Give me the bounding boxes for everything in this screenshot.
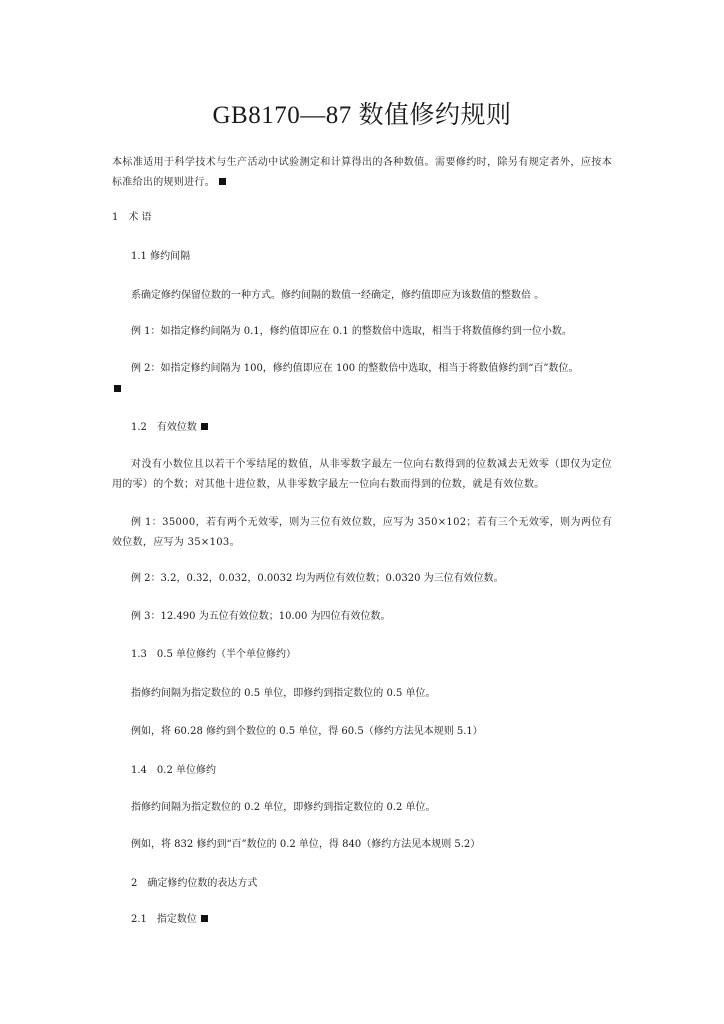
section-2-1-heading <box>131 913 208 927</box>
section-1-1-example-2: 例 2：如指定修约间隔为 100，修约值即应在 100 的整数倍中选取，相当于将数值修约到“百”数位。 <box>131 363 579 374</box>
section-1-2-example-2: 例 2：3.2，0.32，0.032，0.0032 均为两位有效位数；0.0320 为三位有效位数。 <box>131 573 504 584</box>
section-1-2-heading <box>131 421 208 435</box>
section-1-4-example: 例如，将 832 修约到“百”数位的 0.2 单位，得 840（修约方法见本规则 5.2） <box>131 839 481 850</box>
end-mark-icon <box>114 385 121 392</box>
section-1-1-example-1: 例 1：如指定修约间隔为 0.1，修约值即应在 0.1 的整数倍中选取，相当于将数值修约到一位小数。 <box>131 326 572 337</box>
section-1-3-heading: 1.3 0.5 单位修约（半个单位修约） <box>131 649 296 660</box>
section-1-4-paragraph: 指修约间隔为指定数位的 0.2 单位，即修约到指定数位的 0.2 单位。 <box>131 802 436 813</box>
document-title: GB8170—87 数值修约规则 <box>212 102 512 129</box>
section-1-1-paragraph: 系确定修约保留位数的一种方式。修约间隔的数值一经确定，修约值即应为该数值的整数倍 。 <box>131 290 545 301</box>
section-1-4-heading: 1.4 0.2 单位修约 <box>131 765 216 776</box>
section-1-2-paragraph: 对没有小数位且以若干个零结尾的数值，从非零数字最左一位向右数得到的位数减去无效零（即仅为定位用的零）的个数；对其他十进位数，从非零数字最左一位向右数而得到的位数，就是有效位数。 <box>112 459 612 490</box>
section-1-heading: 1 术 语 <box>112 212 152 223</box>
section-1-2-example-1: 例 1：35000，若有两个无效零，则为三位有效位数，应写为 350×102；若有三个无效零，则为两位有效位数，应写为 35×103。 <box>112 517 612 548</box>
end-mark-icon <box>201 915 208 922</box>
section-1-3-paragraph: 指修约间隔为指定数位的 0.5 单位，即修约到指定数位的 0.5 单位。 <box>131 688 436 699</box>
section-1-2-heading-text: 1.2 有效位数 <box>131 422 197 433</box>
section-1-2-example-3: 例 3：12.490 为五位有效位数；10.00 为四位有效位数。 <box>131 611 391 622</box>
section-2-heading: 2 确定修约位数的表达方式 <box>131 878 258 889</box>
section-1-1-heading: 1.1 修约间隔 <box>131 251 191 262</box>
section-2-1-heading-text: 2.1 指定数位 <box>131 914 197 925</box>
end-mark-icon <box>201 423 208 430</box>
end-mark-icon <box>219 178 226 185</box>
section-1-3-example: 例如，将 60.28 修约到个数位的 0.5 单位，得 60.5（修约方法见本规则 5.1） <box>131 726 483 737</box>
intro-paragraph <box>112 153 612 193</box>
intro-text: 本标准适用于科学技术与生产活动中试验测定和计算得出的各种数值。需要修约时，除另有规定者外，应按本标准给出的规则进行。 <box>112 157 612 188</box>
